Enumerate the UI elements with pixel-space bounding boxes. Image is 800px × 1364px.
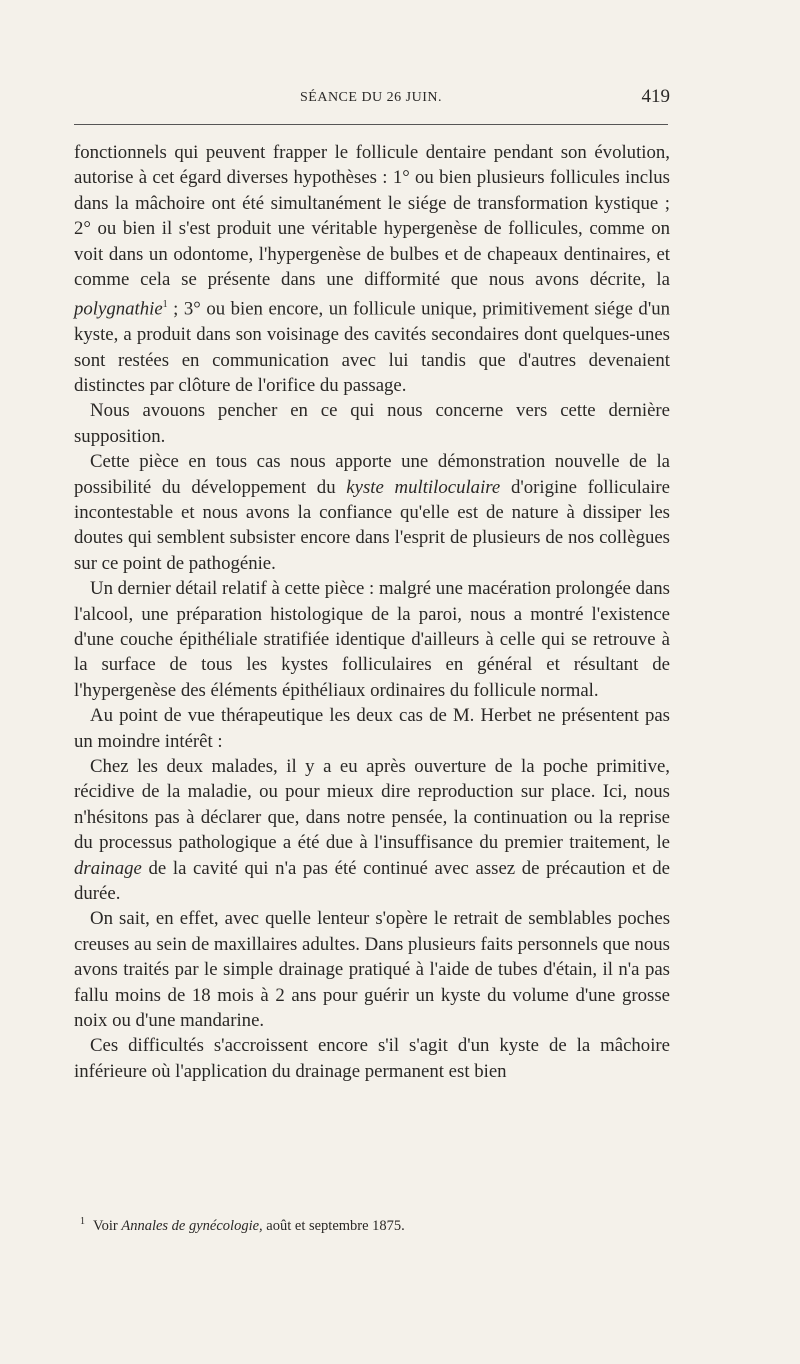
body-text (74, 140, 670, 1084)
paragraph: Un dernier détail relatif à cette pièce : malgré une macération prolongée dans l'alcool, une préparation histologique de la paroi, nous a montré l'existence d'une couche épithéliale stratifiée identique d'ailleurs à celle qui se retrouve à la surface de tous les kystes folliculaires en général et résultant de l'hypergenèse des éléments épithéliaux ordinaires du follicule normal. (74, 578, 670, 701)
paragraph (74, 140, 670, 398)
paragraph: Au point de vue thérapeutique les deux cas de M. Herbet ne présentent pas un moindre intérêt : (74, 705, 670, 752)
italic-term: kyste multiloculaire (346, 476, 501, 498)
paragraph: Nous avouons pencher en ce qui nous concerne vers cette dernière supposition. (74, 400, 670, 447)
paragraph: On sait, en effet, avec quelle lenteur s'opère le retrait de semblables poches creuses au sein de maxillaires adultes. Dans plusieurs faits personnels que nous avons traités par le simple drainage pratiqué à l'aide de tubes d'étain, il n'a pas fallu moins de 18 mois à 2 ans pour guérir un kyste du volume d'une grosse noix ou d'une mandarine. (74, 908, 670, 1032)
paragraph-text: Chez les deux malades, il y a eu après ouverture de la poche primitive, récidive de la maladie, ou pour mieux dire reproduction sur place. Ici, nous n'hésitons pas à déclarer que, dans notre pensée, la continuation ou la reprise du processus pathologique a été due à l'insuffisance du premier traitement, le (74, 756, 670, 854)
footnote-ref: 1 (162, 299, 168, 311)
italic-term: polygnathie (74, 298, 163, 320)
page-number: 419 (641, 86, 670, 107)
footnote-mark: 1 (80, 1216, 85, 1227)
paragraph (74, 449, 670, 576)
paragraph: Ces difficultés s'accroissent encore s'il s'agit d'un kyste de la mâchoire inférieure où l'application du drainage permanent est bien (74, 1035, 670, 1082)
footnote-prefix: Voir (93, 1217, 122, 1234)
page-header (72, 86, 670, 110)
paragraph-text: fonctionnels qui peuvent frapper le follicule dentaire pendant son évolution, autorise à cet égard diverses hypothèses : 1° ou bien plusieurs follicules inclus dans la mâchoire ont été simultanément le siége de transformation kystique ; 2° ou bien il s'est produit une véritable hypergenèse de follicules, comme on voit dans un odontome, l'hypergenèse de bulbes et de chapeaux dentinaires, et comme cela se présente dans une difformité que nous avons décrite, la (74, 142, 670, 291)
footnote-suffix: août et septembre 1875. (262, 1217, 405, 1234)
paragraph-text: ; 3° ou bien encore, un follicule unique, primitivement siége d'un kyste, a produit dans son voisinage des cavités secondaires dont quelques-unes sont restées en communication avec lui tandis que d'autres devenaient distinctes par clôture de l'orifice du passage. (74, 298, 670, 396)
header-rule (74, 124, 668, 125)
footnote (80, 1212, 670, 1236)
italic-term: drainage (74, 857, 142, 879)
paragraph (74, 754, 670, 906)
paragraph-text: d'origine folliculaire incontestable et nous avons la confiance qu'elle est de nature à dissiper les doutes qui semblent subsister encore dans l'esprit de plusieurs de nos collègues sur ce point de pathogénie. (74, 476, 670, 574)
paragraph-text: Cette pièce en tous cas nous apporte une démonstration nouvelle de la possibilité du développement du (74, 451, 670, 498)
paragraph-text: de la cavité qui n'a pas été continué avec assez de précaution et de durée. (74, 857, 670, 905)
running-head: SÉANCE DU 26 JUIN. (300, 90, 442, 105)
footnote-journal: Annales de gynécologie, (121, 1217, 263, 1234)
